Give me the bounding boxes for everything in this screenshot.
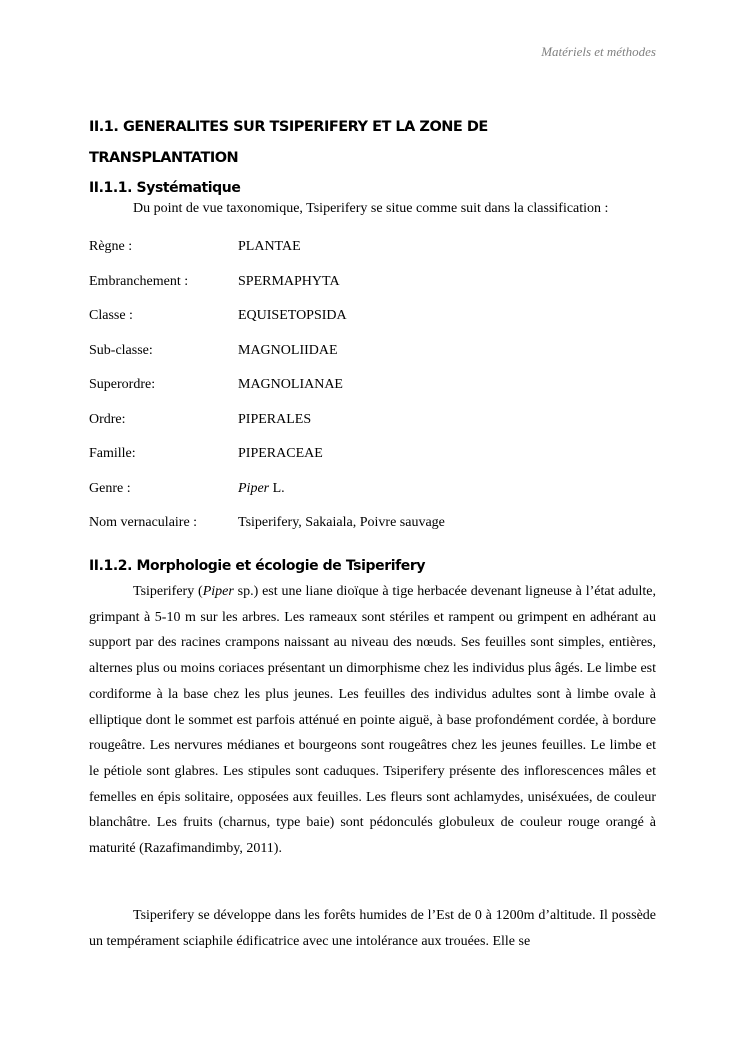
classification-row	[89, 343, 659, 361]
taxon-rank: Famille:	[89, 446, 136, 461]
taxon-value: PIPERALES	[238, 412, 312, 427]
subsection-heading-systematique: II.1.1. Systématique	[89, 180, 241, 196]
taxon-value: PIPERACEAE	[238, 446, 323, 461]
classification-row	[89, 308, 659, 326]
classification-row	[89, 515, 659, 533]
classification-row	[89, 239, 659, 257]
taxon-rank: Nom vernaculaire :	[89, 515, 198, 530]
taxon-value: SPERMAPHYTA	[238, 274, 340, 289]
taxon-rank: Genre :	[89, 481, 131, 496]
classification-row	[89, 446, 659, 464]
subsection-heading-morphologie: II.1.2. Morphologie et écologie de Tsiperifery	[89, 558, 426, 574]
para1-start: Tsiperifery (	[133, 584, 203, 599]
taxon-rank: Superordre:	[89, 377, 156, 392]
taxon-value: MAGNOLIIDAE	[238, 343, 338, 358]
section-title-line-1: II.1. GENERALITES SUR TSIPERIFERY ET LA ZONE DE	[89, 119, 488, 135]
classification-intro: Du point de vue taxonomique, Tsiperifery se situe comme suit dans la classification :	[133, 201, 609, 216]
taxon-rank: Sub-classe:	[89, 343, 153, 358]
classification-row	[89, 412, 659, 430]
classification-row	[89, 481, 659, 499]
taxon-rank: Embranchement :	[89, 274, 189, 289]
genus-name-italic: Piper	[238, 481, 270, 496]
classification-row	[89, 377, 659, 395]
para2-body: Tsiperifery se développe dans les forêts humides de l’Est de 0 à 1200m d’altitude. Il possède un tempérament sciaphile édificatrice avec une intolérance aux trouées. Elle se	[89, 908, 656, 949]
genus-author: L.	[269, 481, 285, 496]
taxon-rank: Classe :	[89, 308, 133, 323]
section-title-line-2: TRANSPLANTATION	[89, 150, 239, 166]
taxon-value: EQUISETOPSIDA	[238, 308, 347, 323]
paragraph-ecology	[89, 903, 656, 954]
taxon-value: PLANTAE	[238, 239, 301, 254]
paragraph-morphology	[89, 579, 656, 862]
taxon-rank: Ordre:	[89, 412, 126, 427]
para1-body: sp.) est une liane dioïque à tige herbacée devenant ligneuse à l’état adulte, grimpant à 5-10 m sur les arbres. Les rameaux sont stériles et rampent ou grimpent en adhérant au support par des racines crampons naissant au niveau des nœuds. Ses feuilles sont simples, entières, alternes plus ou moins coriaces présentant un dimorphisme chez les individus plus âgés. Le limbe est cordiforme à la base chez les plus jeunes. Les feuilles des individus adultes sont à limbe ovale à elliptique dont le sommet est parfois atténué en pointe aiguë, à base profondément cordée, à bordure rougeâtre. Les nervures médianes et bourgeons sont rougeâtres chez les jeunes feuilles. Le limbe et le pétiole sont glabres. Les stipules sont caduques. Tsiperifery présente des inflorescences mâles et femelles en épis solitaire, opposées aux feuilles. Les fleurs sont achlamydes, uniséxuées, de couleur blanchâtre. Les fruits (charnus, type baie) sont pédonculés globuleux de couleur rouge orangé à maturité (Razafimandimby, 2011).	[89, 584, 656, 857]
taxon-value: MAGNOLIANAE	[238, 377, 343, 392]
para1-genus-italic: Piper	[202, 584, 234, 599]
taxon-rank: Règne :	[89, 239, 133, 254]
running-header: Matériels et méthodes	[541, 44, 656, 59]
classification-row	[89, 274, 659, 292]
taxon-value: Tsiperifery, Sakaiala, Poivre sauvage	[238, 515, 445, 530]
taxon-value	[238, 481, 285, 497]
